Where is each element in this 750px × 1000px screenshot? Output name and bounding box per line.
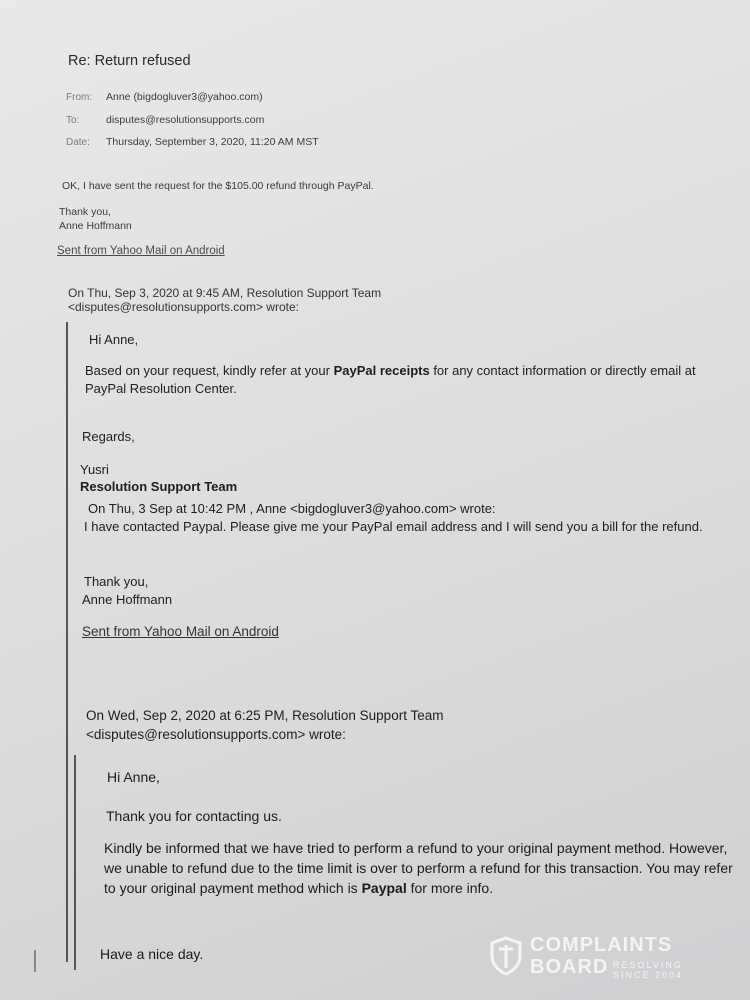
quote-intro-email: <disputes@resolutionsupports.com> wrote: [68, 300, 299, 314]
from-label: From: [66, 92, 93, 103]
quote-bar [66, 322, 68, 962]
watermark-tag2: SINCE 2004 [613, 970, 684, 980]
watermark-line1: COMPLAINTS [530, 934, 673, 956]
signoff-thanks: Thank you, [59, 206, 111, 218]
quote-intro-email: <disputes@resolutionsupports.com> wrote: [86, 727, 346, 742]
quote-bar [34, 950, 36, 972]
quote-body: I have contacted Paypal. Please give me your PayPal email address and I will send you a bill for the refund. [84, 519, 703, 534]
quote-intro: On Thu, 3 Sep at 10:42 PM , Anne <bigdogluver3@yahoo.com> wrote: [88, 501, 496, 516]
signoff-name: Anne Hoffmann [59, 220, 132, 232]
signoff-name: Anne Hoffmann [82, 592, 173, 607]
quote-closing: Have a nice day. [100, 946, 204, 962]
quote-greeting: Hi Anne, [107, 769, 160, 785]
message-body: OK, I have sent the request for the $105.00 refund through PayPal. [62, 180, 374, 192]
sent-from-yahoo-link[interactable]: Sent from Yahoo Mail on Android [82, 624, 279, 639]
to-label: To: [66, 115, 80, 126]
watermark-tag1: RESOLVING [613, 960, 683, 970]
quote-greeting: Hi Anne, [89, 332, 139, 347]
quote-intro: On Wed, Sep 2, 2020 at 6:25 PM, Resolution Support Team [86, 708, 444, 723]
watermark-line2: BOARD [530, 956, 609, 978]
shield-icon [489, 936, 523, 976]
quote-thanks: Thank you for contacting us. [106, 808, 282, 824]
email-subject: Re: Return refused [68, 53, 191, 69]
quote-body: Based on your request, kindly refer at your PayPal receipts for any contact information or directly email at PayPal Resolution Center. [85, 363, 696, 396]
date-label: Date: [66, 137, 90, 148]
quote-intro: On Thu, Sep 3, 2020 at 9:45 AM, Resolution Support Team [68, 286, 382, 300]
quote-bar [74, 755, 76, 970]
sent-from-yahoo-link[interactable]: Sent from Yahoo Mail on Android [57, 245, 225, 257]
quote-regards: Regards, [82, 429, 135, 444]
signoff-thanks: Thank you, [84, 574, 149, 589]
to-value[interactable]: disputes@resolutionsupports.com [106, 114, 265, 126]
date-value: Thursday, September 3, 2020, 11:20 AM MST [106, 136, 319, 148]
from-value[interactable]: Anne (bigdogluver3@yahoo.com) [106, 91, 263, 103]
quote-team: Resolution Support Team [80, 479, 238, 494]
quote-body: Kindly be informed that we have tried to perform a refund to your original payment method. However, we unable to refund due to the time limit is over to perform a refund for this transaction. You may refer to your original payment method which is Paypal for more info. [104, 840, 733, 896]
quote-signer: Yusri [80, 462, 109, 477]
complaints-board-watermark [489, 934, 709, 980]
